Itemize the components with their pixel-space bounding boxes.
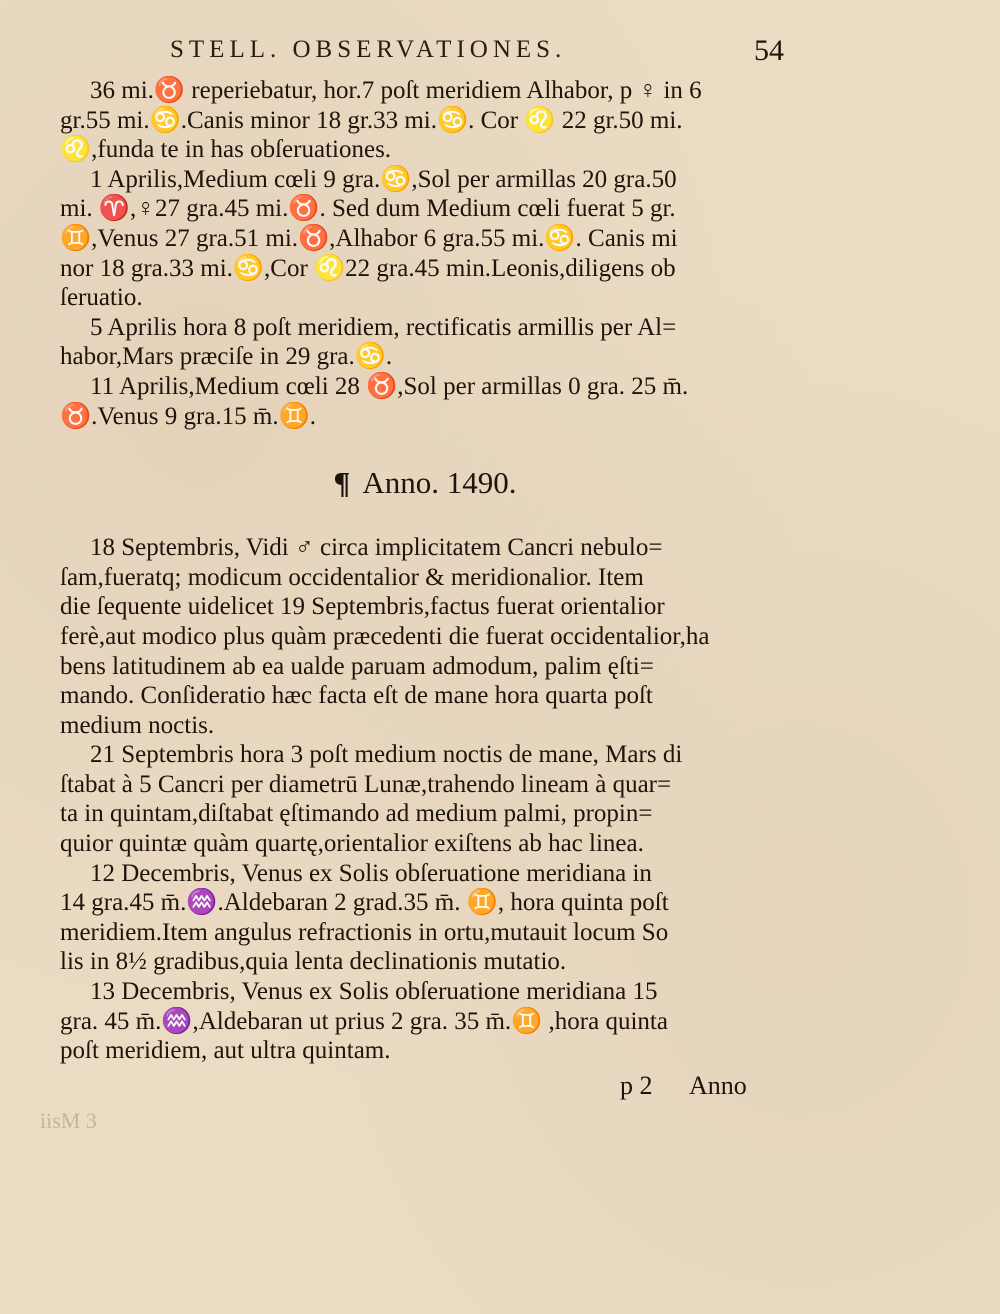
text-line: 18 Septembris, Vidi ♂ circa implicitatem Cancri nebulo= [90, 534, 663, 562]
text-line: 11 Aprilis,Medium cœli 28 ♉,Sol per armillas 0 gra. 25 m̄. [90, 372, 689, 400]
text-line: 12 Decembris, Venus ex Solis obſeruatione meridiana in [90, 859, 652, 887]
text-line: medium noctis. [60, 711, 215, 739]
section-heading [60, 463, 790, 503]
text-block [60, 76, 790, 1066]
text-line: ♊,Venus 27 gra.51 mi.♉,Alhabor 6 gra.55 mi.♋. Canis mi [60, 224, 678, 252]
text-line: ferè,aut modico plus quàm præcedenti die fuerat occidentalior,ha [60, 622, 710, 650]
pilcrow-mark: ¶ [333, 465, 351, 501]
text-line: ♉.Venus 9 gra.15 m̄.♊. [60, 402, 316, 430]
text-line: quior quintæ quàm quartę,orientalior exiſtens ab hac linea. [60, 830, 644, 858]
observations-1490 [60, 533, 790, 1066]
text-line: nor 18 gra.33 mi.♋,Cor ♌22 gra.45 min.Leonis,diligens ob [60, 254, 676, 282]
text-line: mi. ♈,♀27 gra.45 mi.♉. Sed dum Medium cœli fuerat 5 gr. [60, 195, 676, 223]
text-line: gra. 45 m̄.♒,Aldebaran ut prius 2 gra. 35 m̄.♊ ,hora quinta [60, 1007, 668, 1035]
text-line: ſtabat à 5 Cancri per diametrū Lunæ,trahendo lineam à quar= [60, 770, 672, 798]
page-footer [620, 1071, 747, 1101]
text-line: lis in 8½ gradibus,quia lenta declinationis mutatio. [60, 948, 567, 976]
text-line: ſam,fueratq; modicum occidentalior & meridionalior. Item [60, 563, 644, 591]
text-line: 13 Decembris, Venus ex Solis obſeruatione meridiana 15 [90, 978, 658, 1006]
text-line: ta in quintam,diſtabat ęſtimando ad medium palmi, propin= [60, 800, 653, 828]
observations-1489 [60, 76, 790, 431]
text-line: ſeruatio. [60, 284, 143, 312]
text-line: mando. Conſideratio hæc facta eſt de mane hora quarta poſt [60, 682, 653, 710]
signature-mark: p 2 [620, 1071, 653, 1100]
text-line: bens latitudinem ab ea ualde paruam admodum, palim ęſti= [60, 652, 654, 680]
page-number: 54 [754, 34, 784, 67]
text-line: 1 Aprilis,Medium cœli 9 gra.♋,Sol per armillas 20 gra.50 [90, 165, 677, 193]
running-title: STELL. OBSERVATIONES. [170, 36, 567, 63]
text-line: 5 Aprilis hora 8 poſt meridiem, rectificatis armillis per Al= [90, 313, 677, 341]
text-line: gr.55 mi.♋.Canis minor 18 gr.33 mi.♋. Cor ♌ 22 gr.50 mi. [60, 106, 683, 134]
text-line: ♌,funda te in has obſeruationes. [60, 136, 392, 164]
text-line: die ſequente uidelicet 19 Septembris,factus fuerat orientalior [60, 593, 665, 621]
text-line: poſt meridiem, aut ultra quintam. [60, 1037, 391, 1065]
catchword: Anno [689, 1071, 747, 1100]
section-heading-text: Anno. 1490. [362, 465, 517, 501]
text-line: 21 Septembris hora 3 poſt medium noctis de mane, Mars di [90, 741, 683, 769]
bleed-through-text: iisM 3 [40, 1108, 97, 1133]
text-line: 14 gra.45 m̄.♒.Aldebaran 2 grad.35 m̄. ♊, hora quinta poſt [60, 889, 669, 917]
text-line: habor,Mars præciſe in 29 gra.♋. [60, 343, 393, 371]
text-line: meridiem.Item angulus refractionis in ortu,mutauit locum So [60, 918, 669, 946]
text-line: 36 mi.♉ reperiebatur, hor.7 poſt meridiem Alhabor, p ♀ in 6 [90, 77, 702, 104]
